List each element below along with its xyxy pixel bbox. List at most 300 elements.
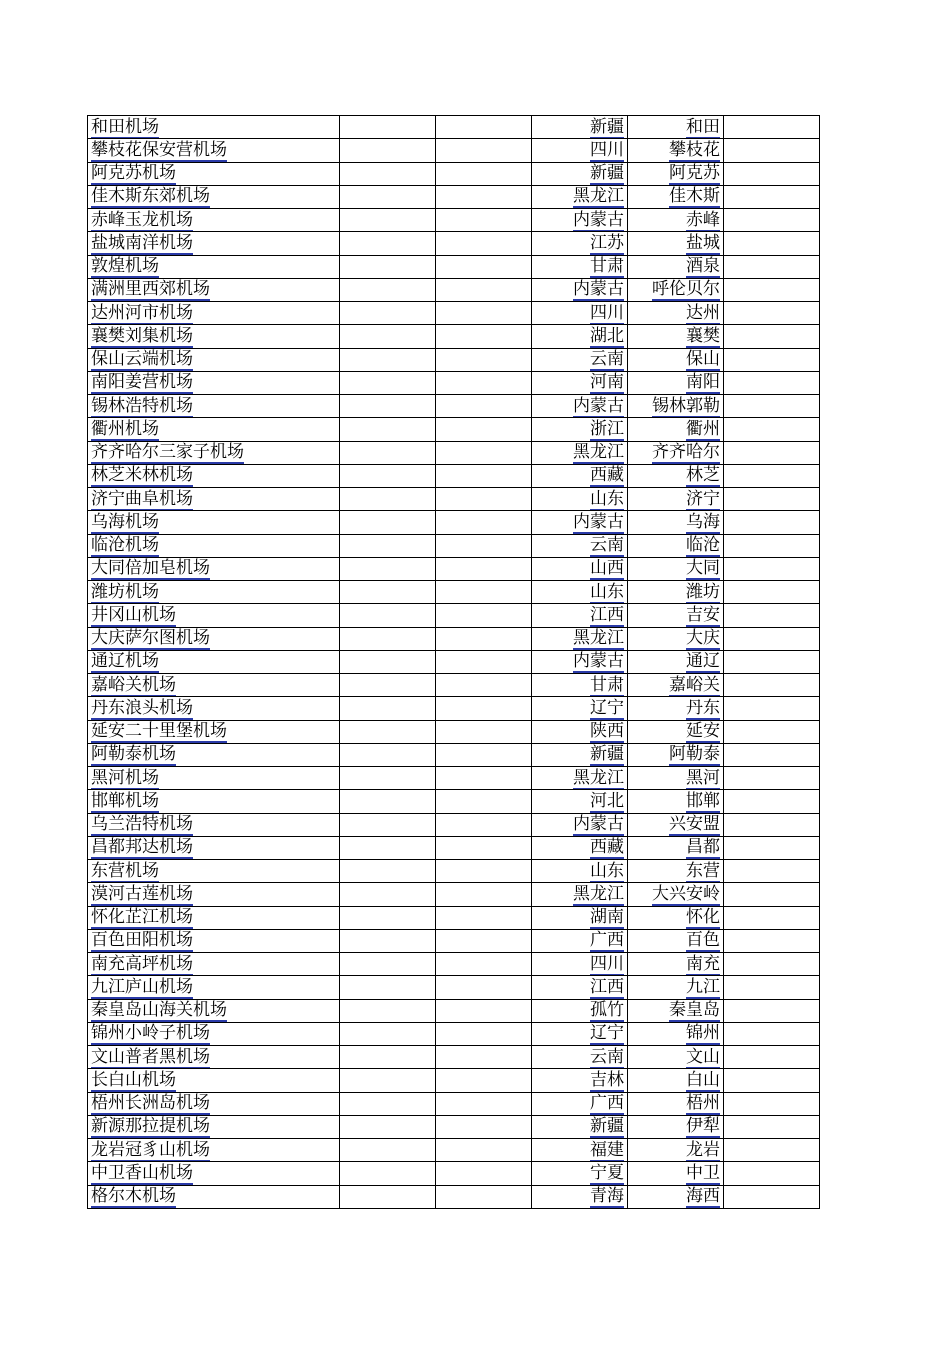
province-cell[interactable] <box>532 371 628 394</box>
airport-name-cell[interactable] <box>88 836 340 859</box>
airport-name-cell[interactable] <box>88 441 340 464</box>
airport-name-cell[interactable] <box>88 488 340 511</box>
airport-name-link[interactable]: 邯郸机场 <box>91 790 159 811</box>
empty-cell[interactable] <box>340 720 436 743</box>
airport-name-cell[interactable] <box>88 464 340 487</box>
airport-name-cell[interactable] <box>88 1162 340 1185</box>
province-link[interactable]: 山西 <box>590 558 624 579</box>
province-cell[interactable] <box>532 441 628 464</box>
city-link[interactable]: 酒泉 <box>686 256 720 277</box>
city-cell[interactable] <box>628 278 724 301</box>
province-link[interactable]: 吉林 <box>590 1069 624 1090</box>
airport-name-link[interactable]: 延安二十里堡机场 <box>91 721 227 742</box>
empty-cell[interactable] <box>340 371 436 394</box>
airport-name-link[interactable]: 潍坊机场 <box>91 581 159 602</box>
empty-cell[interactable] <box>436 511 532 534</box>
city-cell[interactable] <box>628 488 724 511</box>
airport-name-link[interactable]: 井冈山机场 <box>91 604 176 625</box>
empty-cell[interactable] <box>340 464 436 487</box>
airport-name-link[interactable]: 新源那拉提机场 <box>91 1116 210 1137</box>
airport-name-link[interactable]: 百色田阳机场 <box>91 930 193 951</box>
airport-name-link[interactable]: 和田机场 <box>91 116 159 137</box>
city-link[interactable]: 吉安 <box>686 604 720 625</box>
city-cell[interactable] <box>628 116 724 139</box>
city-cell[interactable] <box>628 534 724 557</box>
province-link[interactable]: 浙江 <box>590 418 624 439</box>
empty-cell[interactable] <box>340 116 436 139</box>
empty-cell[interactable] <box>340 557 436 580</box>
city-cell[interactable] <box>628 162 724 185</box>
airport-name-link[interactable]: 攀枝花保安营机场 <box>91 139 227 160</box>
province-cell[interactable] <box>532 906 628 929</box>
city-cell[interactable] <box>628 209 724 232</box>
airport-name-cell[interactable] <box>88 162 340 185</box>
empty-cell[interactable] <box>724 1162 820 1185</box>
province-link[interactable]: 内蒙古 <box>573 395 624 416</box>
empty-cell[interactable] <box>340 1139 436 1162</box>
province-link[interactable]: 四川 <box>590 139 624 160</box>
empty-cell[interactable] <box>724 790 820 813</box>
city-link[interactable]: 潍坊 <box>686 581 720 602</box>
empty-cell[interactable] <box>724 953 820 976</box>
empty-cell[interactable] <box>436 976 532 999</box>
empty-cell[interactable] <box>340 302 436 325</box>
airport-name-cell[interactable] <box>88 1069 340 1092</box>
city-cell[interactable] <box>628 1069 724 1092</box>
empty-cell[interactable] <box>436 162 532 185</box>
empty-cell[interactable] <box>724 883 820 906</box>
city-cell[interactable] <box>628 418 724 441</box>
city-link[interactable]: 昌都 <box>686 837 720 858</box>
city-cell[interactable] <box>628 953 724 976</box>
province-cell[interactable] <box>532 116 628 139</box>
airport-name-link[interactable]: 林芝米林机场 <box>91 465 193 486</box>
empty-cell[interactable] <box>436 209 532 232</box>
empty-cell[interactable] <box>436 1069 532 1092</box>
city-cell[interactable] <box>628 906 724 929</box>
empty-cell[interactable] <box>340 348 436 371</box>
province-link[interactable]: 甘肃 <box>590 674 624 695</box>
city-link[interactable]: 丹东 <box>686 697 720 718</box>
city-link[interactable]: 秦皇岛 <box>669 1000 720 1021</box>
city-link[interactable]: 南充 <box>686 953 720 974</box>
empty-cell[interactable] <box>436 1115 532 1138</box>
airport-name-link[interactable]: 阿克苏机场 <box>91 163 176 184</box>
province-cell[interactable] <box>532 348 628 371</box>
empty-cell[interactable] <box>724 906 820 929</box>
airport-name-link[interactable]: 佳木斯东郊机场 <box>91 186 210 207</box>
empty-cell[interactable] <box>724 1022 820 1045</box>
province-cell[interactable] <box>532 557 628 580</box>
airport-name-cell[interactable] <box>88 1022 340 1045</box>
airport-name-cell[interactable] <box>88 674 340 697</box>
empty-cell[interactable] <box>436 255 532 278</box>
empty-cell[interactable] <box>340 790 436 813</box>
province-cell[interactable] <box>532 1046 628 1069</box>
empty-cell[interactable] <box>340 976 436 999</box>
province-cell[interactable] <box>532 581 628 604</box>
empty-cell[interactable] <box>436 395 532 418</box>
province-cell[interactable] <box>532 325 628 348</box>
empty-cell[interactable] <box>340 883 436 906</box>
city-link[interactable]: 百色 <box>686 930 720 951</box>
province-link[interactable]: 河南 <box>590 372 624 393</box>
empty-cell[interactable] <box>724 1092 820 1115</box>
empty-cell[interactable] <box>436 650 532 673</box>
airport-name-cell[interactable] <box>88 650 340 673</box>
empty-cell[interactable] <box>436 464 532 487</box>
province-cell[interactable] <box>532 813 628 836</box>
empty-cell[interactable] <box>340 1022 436 1045</box>
province-link[interactable]: 四川 <box>590 953 624 974</box>
empty-cell[interactable] <box>724 929 820 952</box>
airport-name-link[interactable]: 南阳姜营机场 <box>91 372 193 393</box>
province-link[interactable]: 西藏 <box>590 837 624 858</box>
airport-name-link[interactable]: 齐齐哈尔三家子机场 <box>91 442 244 463</box>
empty-cell[interactable] <box>724 999 820 1022</box>
province-link[interactable]: 新疆 <box>590 163 624 184</box>
province-cell[interactable] <box>532 883 628 906</box>
city-cell[interactable] <box>628 674 724 697</box>
province-cell[interactable] <box>532 232 628 255</box>
empty-cell[interactable] <box>340 1069 436 1092</box>
empty-cell[interactable] <box>340 604 436 627</box>
airport-name-cell[interactable] <box>88 1185 340 1208</box>
city-cell[interactable] <box>628 581 724 604</box>
province-cell[interactable] <box>532 674 628 697</box>
airport-name-cell[interactable] <box>88 348 340 371</box>
province-cell[interactable] <box>532 697 628 720</box>
city-cell[interactable] <box>628 604 724 627</box>
airport-name-cell[interactable] <box>88 743 340 766</box>
province-link[interactable]: 辽宁 <box>590 697 624 718</box>
city-link[interactable]: 锡林郭勒 <box>652 395 720 416</box>
city-cell[interactable] <box>628 511 724 534</box>
province-link[interactable]: 西藏 <box>590 465 624 486</box>
city-link[interactable]: 中卫 <box>686 1162 720 1183</box>
province-link[interactable]: 黑龙江 <box>573 186 624 207</box>
province-cell[interactable] <box>532 836 628 859</box>
province-link[interactable]: 新疆 <box>590 116 624 137</box>
empty-cell[interactable] <box>724 534 820 557</box>
empty-cell[interactable] <box>724 348 820 371</box>
airport-name-link[interactable]: 达州河市机场 <box>91 302 193 323</box>
airport-name-cell[interactable] <box>88 511 340 534</box>
airport-name-cell[interactable] <box>88 860 340 883</box>
airport-name-cell[interactable] <box>88 139 340 162</box>
airport-name-link[interactable]: 梧州长洲岛机场 <box>91 1093 210 1114</box>
city-cell[interactable] <box>628 743 724 766</box>
airport-name-cell[interactable] <box>88 767 340 790</box>
city-cell[interactable] <box>628 697 724 720</box>
empty-cell[interactable] <box>436 767 532 790</box>
empty-cell[interactable] <box>340 488 436 511</box>
empty-cell[interactable] <box>724 302 820 325</box>
province-cell[interactable] <box>532 604 628 627</box>
city-link[interactable]: 济宁 <box>686 488 720 509</box>
empty-cell[interactable] <box>724 255 820 278</box>
city-link[interactable]: 盐城 <box>686 232 720 253</box>
province-link[interactable]: 陕西 <box>590 721 624 742</box>
province-cell[interactable] <box>532 1092 628 1115</box>
city-link[interactable]: 黑河 <box>686 767 720 788</box>
city-cell[interactable] <box>628 557 724 580</box>
province-link[interactable]: 黑龙江 <box>573 767 624 788</box>
empty-cell[interactable] <box>340 813 436 836</box>
airport-name-cell[interactable] <box>88 232 340 255</box>
city-cell[interactable] <box>628 627 724 650</box>
empty-cell[interactable] <box>340 1115 436 1138</box>
province-cell[interactable] <box>532 767 628 790</box>
airport-name-cell[interactable] <box>88 976 340 999</box>
empty-cell[interactable] <box>724 209 820 232</box>
province-cell[interactable] <box>532 139 628 162</box>
city-cell[interactable] <box>628 395 724 418</box>
empty-cell[interactable] <box>436 906 532 929</box>
empty-cell[interactable] <box>340 441 436 464</box>
empty-cell[interactable] <box>724 464 820 487</box>
empty-cell[interactable] <box>436 1139 532 1162</box>
city-cell[interactable] <box>628 929 724 952</box>
airport-name-link[interactable]: 中卫香山机场 <box>91 1162 193 1183</box>
city-cell[interactable] <box>628 1139 724 1162</box>
empty-cell[interactable] <box>724 139 820 162</box>
airport-name-link[interactable]: 大同倍加皂机场 <box>91 558 210 579</box>
empty-cell[interactable] <box>340 650 436 673</box>
empty-cell[interactable] <box>340 860 436 883</box>
empty-cell[interactable] <box>436 860 532 883</box>
city-link[interactable]: 延安 <box>686 721 720 742</box>
city-link[interactable]: 大庆 <box>686 628 720 649</box>
province-link[interactable]: 广西 <box>590 1093 624 1114</box>
city-cell[interactable] <box>628 1092 724 1115</box>
empty-cell[interactable] <box>340 278 436 301</box>
empty-cell[interactable] <box>340 953 436 976</box>
empty-cell[interactable] <box>340 162 436 185</box>
airport-name-cell[interactable] <box>88 790 340 813</box>
city-cell[interactable] <box>628 302 724 325</box>
airport-name-link[interactable]: 大庆萨尔图机场 <box>91 628 210 649</box>
empty-cell[interactable] <box>436 1185 532 1208</box>
empty-cell[interactable] <box>436 232 532 255</box>
city-cell[interactable] <box>628 883 724 906</box>
empty-cell[interactable] <box>436 139 532 162</box>
province-cell[interactable] <box>532 1022 628 1045</box>
province-cell[interactable] <box>532 743 628 766</box>
empty-cell[interactable] <box>724 581 820 604</box>
airport-name-link[interactable]: 丹东浪头机场 <box>91 697 193 718</box>
empty-cell[interactable] <box>724 697 820 720</box>
airport-name-cell[interactable] <box>88 209 340 232</box>
empty-cell[interactable] <box>436 302 532 325</box>
province-cell[interactable] <box>532 1139 628 1162</box>
airport-name-cell[interactable] <box>88 604 340 627</box>
province-cell[interactable] <box>532 1069 628 1092</box>
empty-cell[interactable] <box>436 697 532 720</box>
airport-name-cell[interactable] <box>88 697 340 720</box>
province-link[interactable]: 内蒙古 <box>573 279 624 300</box>
city-cell[interactable] <box>628 232 724 255</box>
province-cell[interactable] <box>532 1162 628 1185</box>
empty-cell[interactable] <box>436 604 532 627</box>
empty-cell[interactable] <box>436 371 532 394</box>
empty-cell[interactable] <box>340 674 436 697</box>
empty-cell[interactable] <box>724 767 820 790</box>
city-cell[interactable] <box>628 464 724 487</box>
city-cell[interactable] <box>628 999 724 1022</box>
airport-name-link[interactable]: 衢州机场 <box>91 418 159 439</box>
city-link[interactable]: 大同 <box>686 558 720 579</box>
empty-cell[interactable] <box>724 860 820 883</box>
empty-cell[interactable] <box>724 278 820 301</box>
city-link[interactable]: 东营 <box>686 860 720 881</box>
province-link[interactable]: 内蒙古 <box>573 651 624 672</box>
empty-cell[interactable] <box>436 883 532 906</box>
empty-cell[interactable] <box>724 371 820 394</box>
airport-name-link[interactable]: 南充高坪机场 <box>91 953 193 974</box>
province-link[interactable]: 黑龙江 <box>573 442 624 463</box>
empty-cell[interactable] <box>436 929 532 952</box>
province-cell[interactable] <box>532 1115 628 1138</box>
province-cell[interactable] <box>532 511 628 534</box>
province-link[interactable]: 新疆 <box>590 1116 624 1137</box>
province-cell[interactable] <box>532 255 628 278</box>
city-cell[interactable] <box>628 720 724 743</box>
city-cell[interactable] <box>628 860 724 883</box>
empty-cell[interactable] <box>436 953 532 976</box>
province-cell[interactable] <box>532 627 628 650</box>
city-cell[interactable] <box>628 1185 724 1208</box>
airport-name-link[interactable]: 漠河古莲机场 <box>91 883 193 904</box>
city-link[interactable]: 锦州 <box>686 1023 720 1044</box>
province-link[interactable]: 山东 <box>590 860 624 881</box>
city-link[interactable]: 乌海 <box>686 511 720 532</box>
city-link[interactable]: 通辽 <box>686 651 720 672</box>
empty-cell[interactable] <box>340 255 436 278</box>
empty-cell[interactable] <box>724 650 820 673</box>
empty-cell[interactable] <box>436 836 532 859</box>
city-link[interactable]: 攀枝花 <box>669 139 720 160</box>
airport-name-cell[interactable] <box>88 557 340 580</box>
province-cell[interactable] <box>532 302 628 325</box>
airport-name-cell[interactable] <box>88 418 340 441</box>
province-link[interactable]: 广西 <box>590 930 624 951</box>
city-link[interactable]: 伊犁 <box>686 1116 720 1137</box>
city-cell[interactable] <box>628 441 724 464</box>
empty-cell[interactable] <box>436 557 532 580</box>
province-link[interactable]: 内蒙古 <box>573 209 624 230</box>
empty-cell[interactable] <box>340 743 436 766</box>
empty-cell[interactable] <box>340 999 436 1022</box>
province-link[interactable]: 云南 <box>590 349 624 370</box>
airport-name-link[interactable]: 九江庐山机场 <box>91 976 193 997</box>
airport-name-link[interactable]: 嘉峪关机场 <box>91 674 176 695</box>
airport-name-link[interactable]: 格尔木机场 <box>91 1186 176 1207</box>
empty-cell[interactable] <box>436 1092 532 1115</box>
empty-cell[interactable] <box>724 488 820 511</box>
empty-cell[interactable] <box>340 836 436 859</box>
city-cell[interactable] <box>628 1046 724 1069</box>
airport-name-link[interactable]: 怀化芷江机场 <box>91 907 193 928</box>
city-cell[interactable] <box>628 1022 724 1045</box>
province-link[interactable]: 青海 <box>590 1186 624 1207</box>
empty-cell[interactable] <box>724 185 820 208</box>
empty-cell[interactable] <box>436 743 532 766</box>
city-link[interactable]: 齐齐哈尔 <box>652 442 720 463</box>
empty-cell[interactable] <box>724 557 820 580</box>
empty-cell[interactable] <box>436 627 532 650</box>
airport-name-link[interactable]: 赤峰玉龙机场 <box>91 209 193 230</box>
empty-cell[interactable] <box>340 1046 436 1069</box>
empty-cell[interactable] <box>340 697 436 720</box>
empty-cell[interactable] <box>340 139 436 162</box>
empty-cell[interactable] <box>724 1069 820 1092</box>
empty-cell[interactable] <box>436 441 532 464</box>
province-link[interactable]: 湖南 <box>590 907 624 928</box>
province-link[interactable]: 内蒙古 <box>573 814 624 835</box>
province-cell[interactable] <box>532 395 628 418</box>
province-cell[interactable] <box>532 534 628 557</box>
empty-cell[interactable] <box>340 929 436 952</box>
empty-cell[interactable] <box>724 976 820 999</box>
airport-name-cell[interactable] <box>88 1115 340 1138</box>
empty-cell[interactable] <box>340 209 436 232</box>
airport-name-link[interactable]: 文山普者黑机场 <box>91 1046 210 1067</box>
airport-name-link[interactable]: 满洲里西郊机场 <box>91 279 210 300</box>
city-cell[interactable] <box>628 976 724 999</box>
empty-cell[interactable] <box>340 767 436 790</box>
empty-cell[interactable] <box>340 232 436 255</box>
city-cell[interactable] <box>628 371 724 394</box>
province-cell[interactable] <box>532 1185 628 1208</box>
city-cell[interactable] <box>628 1162 724 1185</box>
city-cell[interactable] <box>628 325 724 348</box>
city-link[interactable]: 阿勒泰 <box>669 744 720 765</box>
city-link[interactable]: 佳木斯 <box>669 186 720 207</box>
empty-cell[interactable] <box>340 1185 436 1208</box>
airport-name-cell[interactable] <box>88 720 340 743</box>
province-cell[interactable] <box>532 209 628 232</box>
empty-cell[interactable] <box>340 534 436 557</box>
airport-name-cell[interactable] <box>88 255 340 278</box>
airport-name-cell[interactable] <box>88 953 340 976</box>
empty-cell[interactable] <box>340 581 436 604</box>
city-link[interactable]: 龙岩 <box>686 1139 720 1160</box>
airport-name-cell[interactable] <box>88 906 340 929</box>
city-link[interactable]: 兴安盟 <box>669 814 720 835</box>
airport-name-link[interactable]: 襄樊刘集机场 <box>91 325 193 346</box>
empty-cell[interactable] <box>340 1092 436 1115</box>
airport-name-cell[interactable] <box>88 581 340 604</box>
airport-name-link[interactable]: 乌海机场 <box>91 511 159 532</box>
empty-cell[interactable] <box>340 1162 436 1185</box>
province-link[interactable]: 辽宁 <box>590 1023 624 1044</box>
airport-name-link[interactable]: 东营机场 <box>91 860 159 881</box>
empty-cell[interactable] <box>436 1162 532 1185</box>
city-link[interactable]: 文山 <box>686 1046 720 1067</box>
province-link[interactable]: 内蒙古 <box>573 511 624 532</box>
city-link[interactable]: 和田 <box>686 116 720 137</box>
city-link[interactable]: 怀化 <box>686 907 720 928</box>
airport-name-link[interactable]: 昌都邦达机场 <box>91 837 193 858</box>
city-link[interactable]: 临沧 <box>686 535 720 556</box>
city-link[interactable]: 南阳 <box>686 372 720 393</box>
empty-cell[interactable] <box>340 511 436 534</box>
province-link[interactable]: 山东 <box>590 488 624 509</box>
province-cell[interactable] <box>532 860 628 883</box>
province-link[interactable]: 四川 <box>590 302 624 323</box>
empty-cell[interactable] <box>436 1046 532 1069</box>
